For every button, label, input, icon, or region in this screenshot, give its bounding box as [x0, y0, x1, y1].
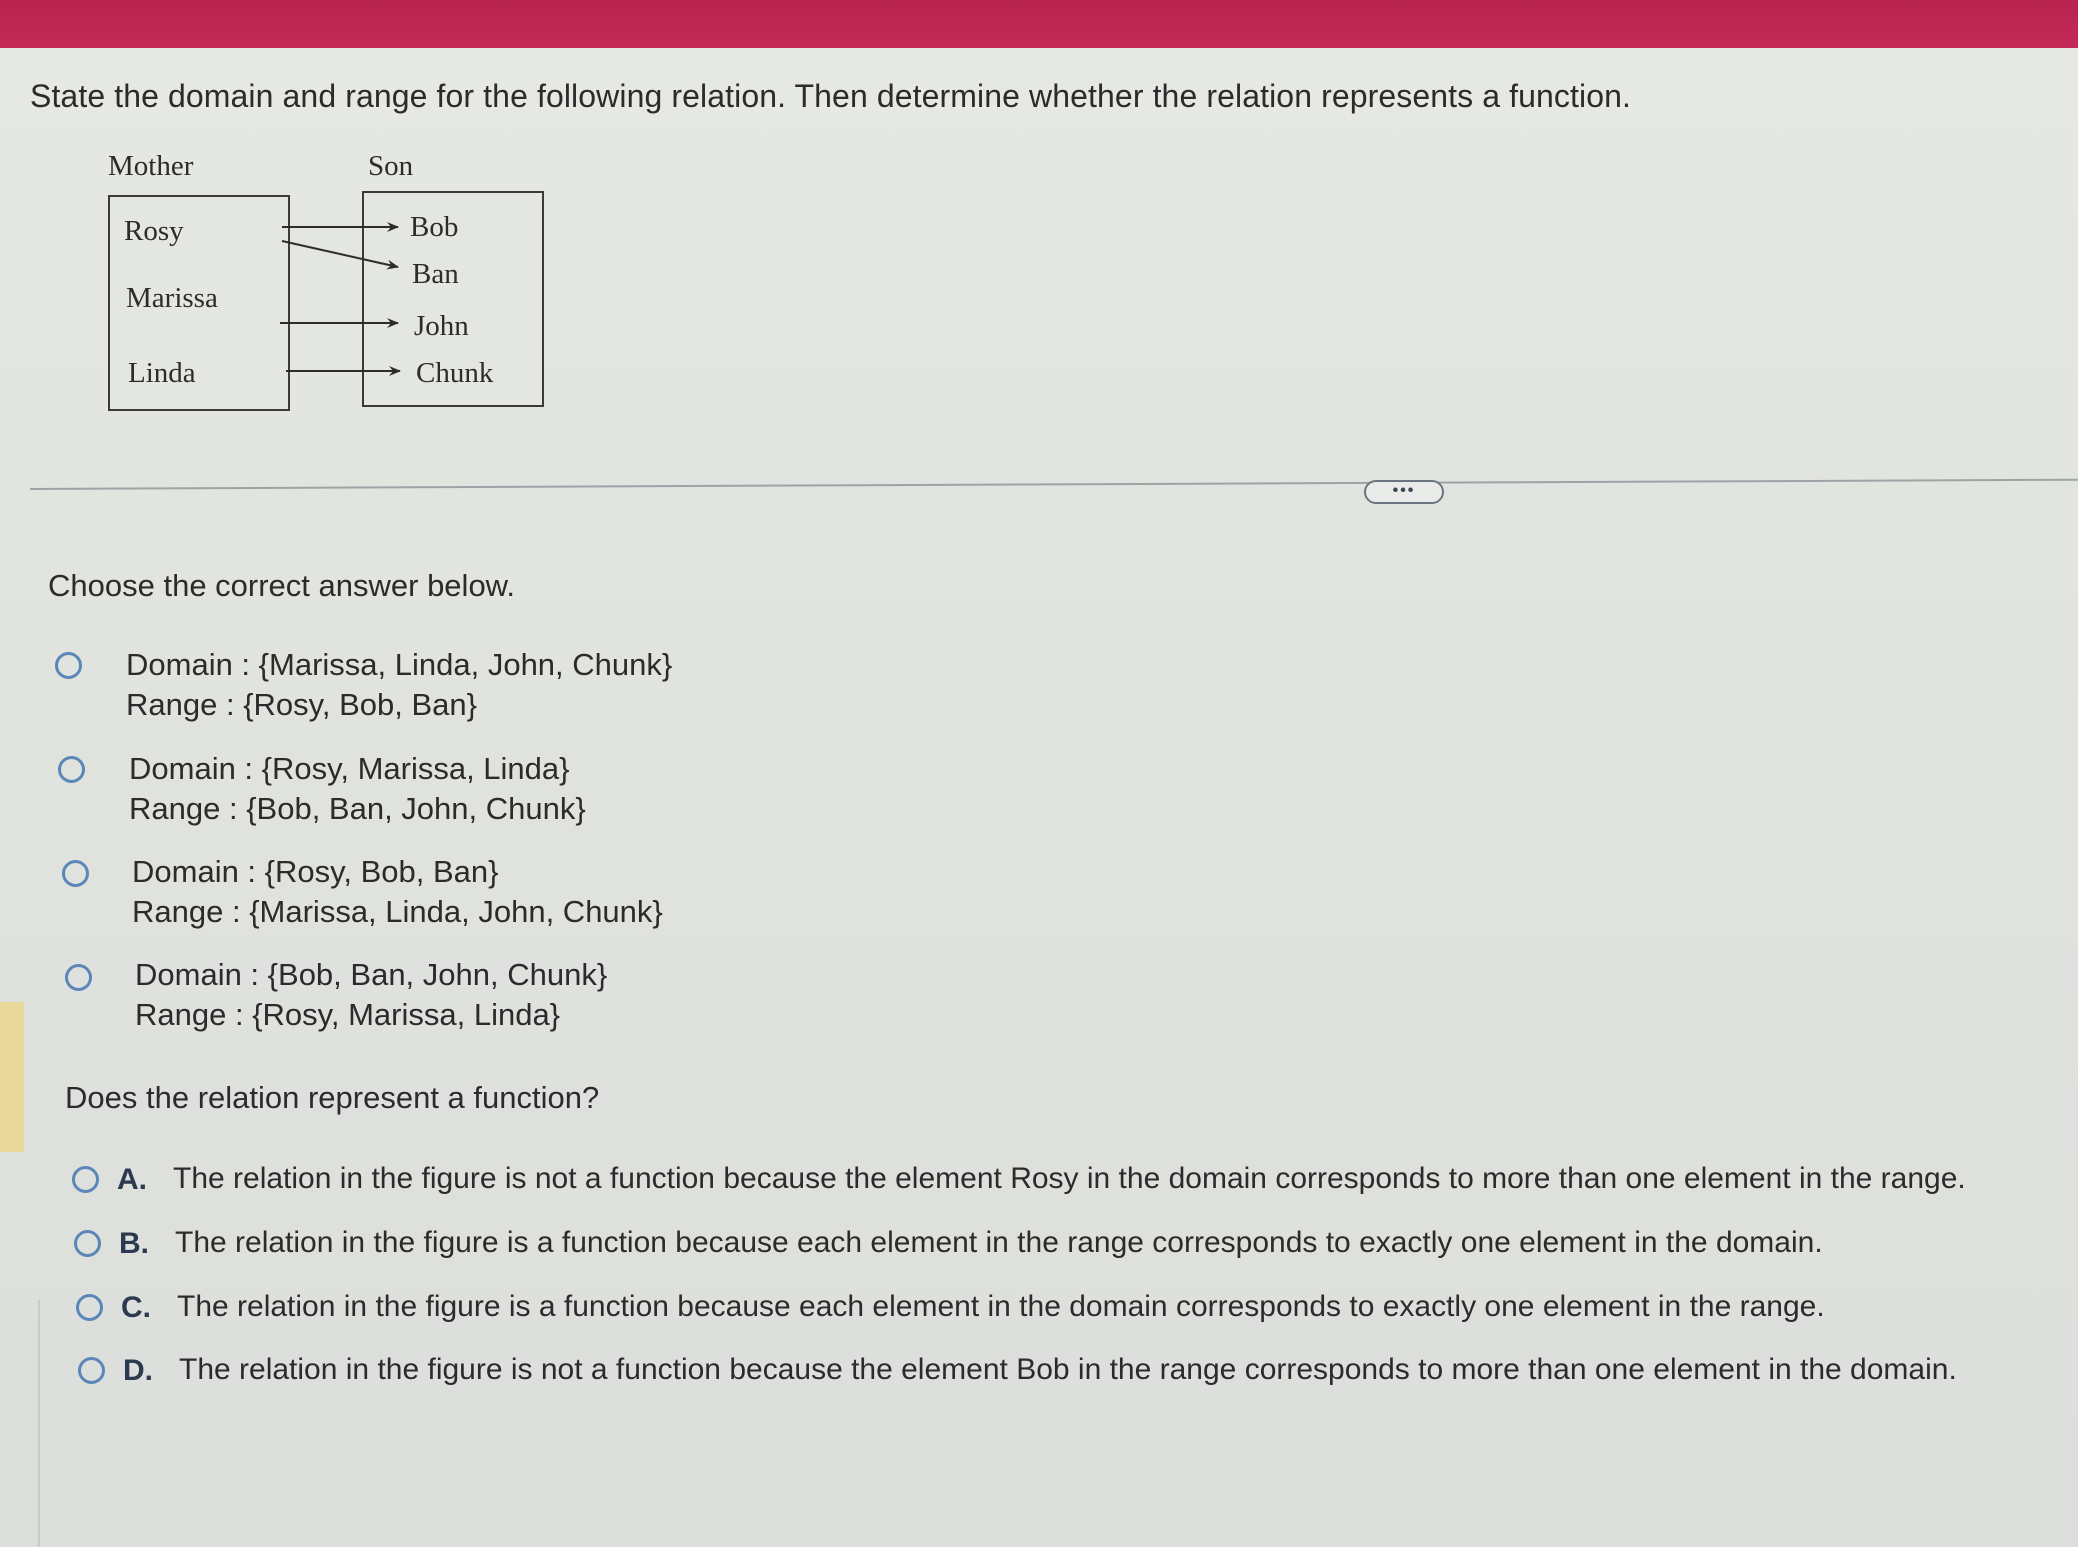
domain-item-rosy: Rosy	[124, 215, 184, 247]
domain-item-linda: Linda	[128, 357, 196, 389]
answer-b-text[interactable]: The relation in the figure is a function because each element in the range corresponds to exactly one element in the domain.	[175, 1226, 1823, 1259]
left-rail	[38, 1300, 40, 1547]
part1-option-1[interactable]	[126, 645, 672, 725]
answer-d-text[interactable]: The relation in the figure is not a function because the element Bob in the range corresponds to more than one element in the domain.	[179, 1353, 1957, 1386]
range-item-chunk: Chunk	[416, 357, 494, 389]
option-3-domain: Domain : {Rosy, Bob, Ban}	[132, 854, 499, 889]
header-bar	[0, 0, 2078, 52]
part1-option-4-radio[interactable]	[65, 964, 92, 991]
part1-option-1-radio[interactable]	[55, 652, 82, 679]
arrow-rosy-ban	[282, 241, 398, 267]
more-options-button[interactable]: •••	[1364, 480, 1444, 504]
option-4-domain: Domain : {Bob, Ban, John, Chunk}	[135, 957, 608, 992]
domain-item-marissa: Marissa	[126, 282, 218, 314]
answer-a-letter: A.	[117, 1163, 147, 1196]
option-1-domain: Domain : {Marissa, Linda, John, Chunk}	[126, 647, 673, 682]
part1-option-4[interactable]	[135, 955, 607, 1035]
part1-option-3[interactable]	[132, 852, 663, 932]
son-header: Son	[368, 150, 414, 182]
part1-option-2[interactable]	[129, 749, 586, 829]
mother-header: Mother	[108, 150, 194, 182]
option-4-range: Range : {Rosy, Marissa, Linda}	[135, 997, 561, 1032]
answer-d-letter: D.	[123, 1354, 153, 1387]
question-text: State the domain and range for the following relation. Then determine whether the relation represents a function.	[30, 78, 1632, 114]
range-item-bob: Bob	[410, 211, 459, 243]
option-2-domain: Domain : {Rosy, Marissa, Linda}	[129, 751, 570, 786]
part2-prompt: Does the relation represent a function?	[65, 1080, 600, 1115]
answer-a-text[interactable]: The relation in the figure is not a function because the element Rosy in the domain corresponds to more than one element in the range.	[173, 1162, 1966, 1195]
range-item-john: John	[414, 310, 469, 342]
range-item-ban: Ban	[412, 258, 459, 290]
option-1-range: Range : {Rosy, Bob, Ban}	[126, 687, 477, 722]
answer-b-letter: B.	[119, 1227, 149, 1260]
relation-diagram	[100, 145, 570, 420]
option-2-range: Range : {Bob, Ban, John, Chunk}	[129, 791, 586, 826]
answer-c-letter: C.	[121, 1291, 151, 1324]
part1-option-3-radio[interactable]	[62, 860, 89, 887]
part1-option-2-radio[interactable]	[58, 756, 85, 783]
side-tab	[0, 1002, 24, 1152]
answer-c-text[interactable]: The relation in the figure is a function because each element in the domain corresponds to exactly one element in the range.	[177, 1290, 1825, 1323]
answer-b-radio[interactable]	[74, 1230, 101, 1257]
option-3-range: Range : {Marissa, Linda, John, Chunk}	[132, 894, 663, 929]
part1-prompt: Choose the correct answer below.	[48, 568, 515, 603]
mapping-arrows	[100, 145, 570, 420]
answer-a-radio[interactable]	[72, 1166, 99, 1193]
answer-c-radio[interactable]	[76, 1294, 103, 1321]
answer-d-radio[interactable]	[78, 1357, 105, 1384]
